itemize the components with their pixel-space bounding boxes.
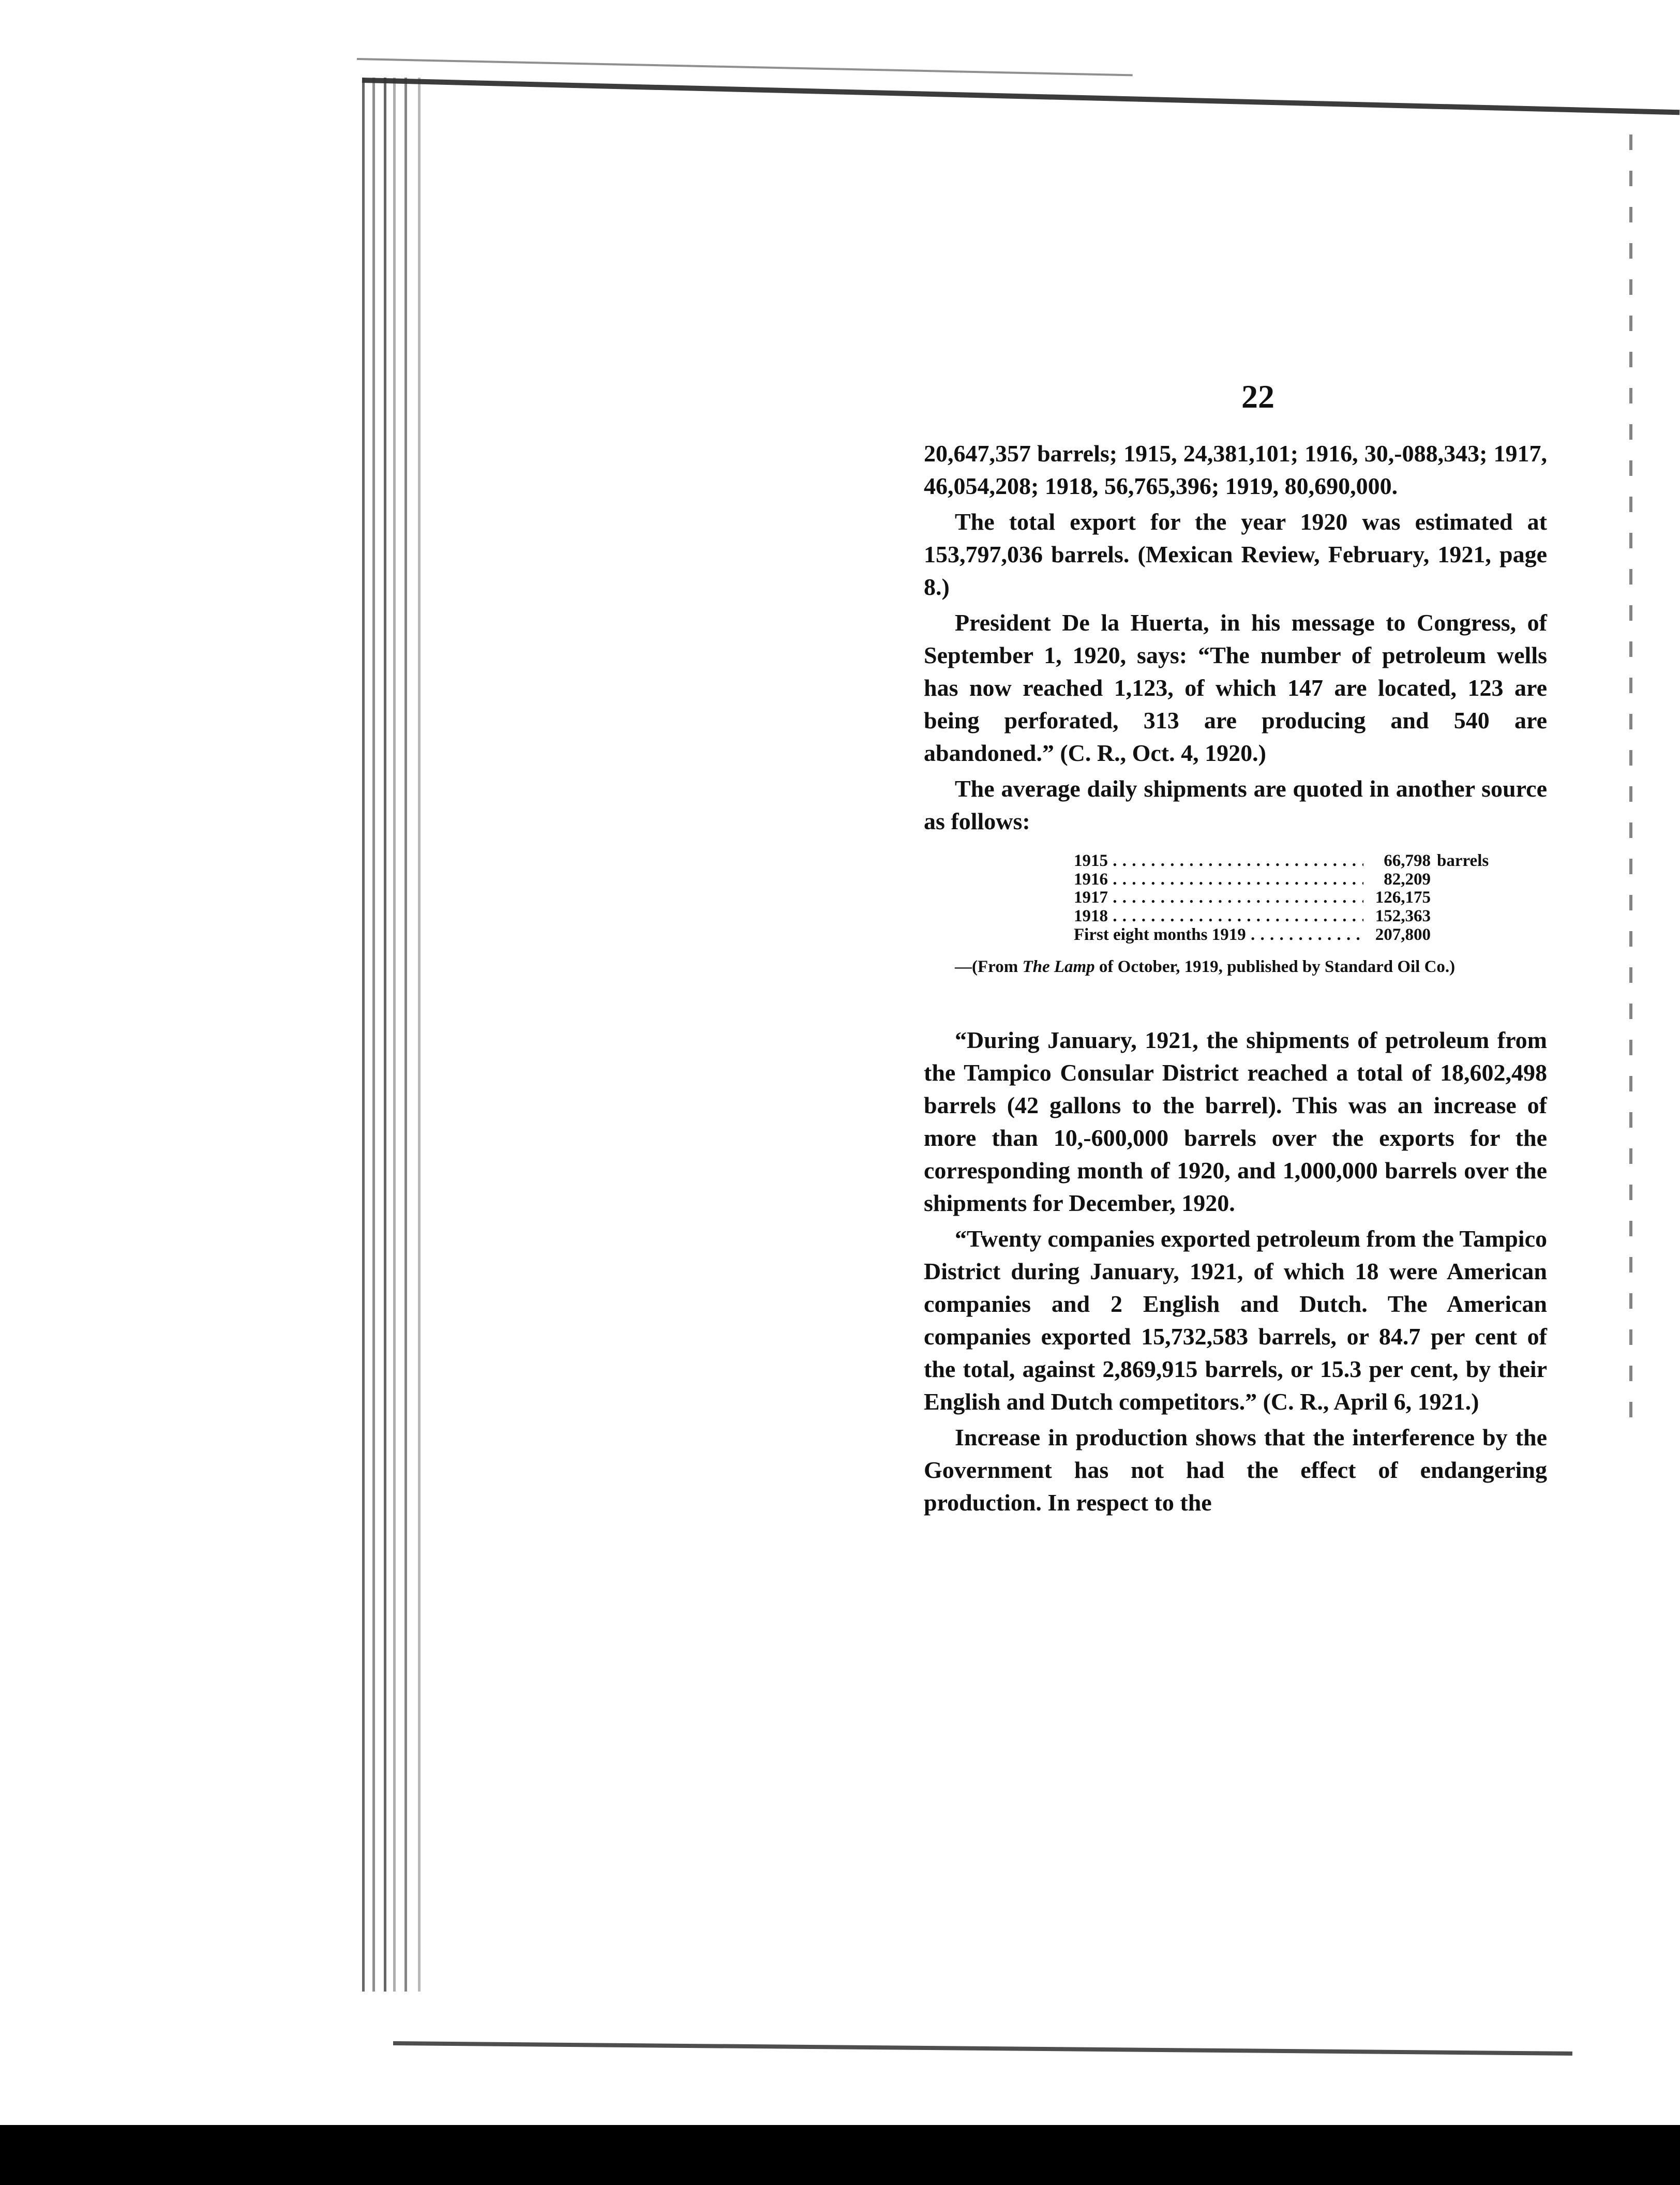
scan-border-bottom xyxy=(0,2125,1680,2185)
paragraph-twenty-companies: “Twenty companies exported petroleum from the Tampico District during January, 1921, of which 18 were American companies and 2 English and Dutch. The American companies exported 15,732,583 barrels, or 84.7 per cent of the total, against 2,869,915 barrels, or 15.3 per cent, by their English and Dutch competitors.” (C. R., April 6, 1921.) xyxy=(924,1225,1547,1415)
scan-artifact-left-edge xyxy=(357,78,434,1992)
paragraph-increase-production: Increase in production shows that the interference by the Government has not had the effect of endangering production. In respect to the xyxy=(924,1424,1547,1516)
table-row: 1918 . . . 152,363 xyxy=(1074,907,1547,926)
source-citation: —(From The Lamp of October, 1919, published by Standard Oil Co.) xyxy=(955,957,1456,977)
table-row: First eight months 1919 . . . 207,800 xyxy=(1074,926,1547,945)
shipments-table xyxy=(1074,852,1547,944)
table-row: 1916 . . . 82,209 xyxy=(1074,871,1547,889)
source-title: The Lamp xyxy=(1022,957,1095,977)
page-number: 22 xyxy=(1241,378,1274,415)
scan-artifact-right-edge xyxy=(1629,134,1632,1428)
paragraph-shipments-intro: The average daily shipments are quoted in another source as follows: xyxy=(924,775,1547,835)
paragraph-tampico-shipments: “During January, 1921, the shipments of petroleum from the Tampico Consular District reached a total of 18,602,498 barrels (42 gallons to the barrel). This was an increase of more than 10,-600,000 barrels over the exports for the corresponding month of 1920, and 1,000,000 barrels over the shipments for December, 1920. xyxy=(924,1027,1547,1217)
table-row: 1915 . . . 66,798 barrels xyxy=(1074,852,1547,871)
scan-artifact-top xyxy=(362,78,1679,115)
paragraph-president-message: President De la Huerta, in his message to Congress, of September 1, 1920, says: “The number of petroleum wells has now reached 1,123, of which 147 are located, 123 are being perforated, 313 are producing and 540 are abandoned.” (C. R., Oct. 4, 1920.) xyxy=(924,609,1547,767)
scan-artifact-bottom xyxy=(393,2041,1572,2056)
paragraph-total-export: The total export for the year 1920 was estimated at 153,797,036 barrels. (Mexican Review, February, 1921, page 8.) xyxy=(924,508,1547,601)
text-column xyxy=(924,437,1547,1519)
table-row: 1917 . . . 126,175 xyxy=(1074,889,1547,907)
paragraph-production-figures: 20,647,357 barrels; 1915, 24,381,101; 1916, 30,-088,343; 1917, 46,054,208; 1918, 56,765,396; 1919, 80,690,000. xyxy=(924,440,1547,500)
scan-artifact-top-faint xyxy=(357,58,1133,76)
